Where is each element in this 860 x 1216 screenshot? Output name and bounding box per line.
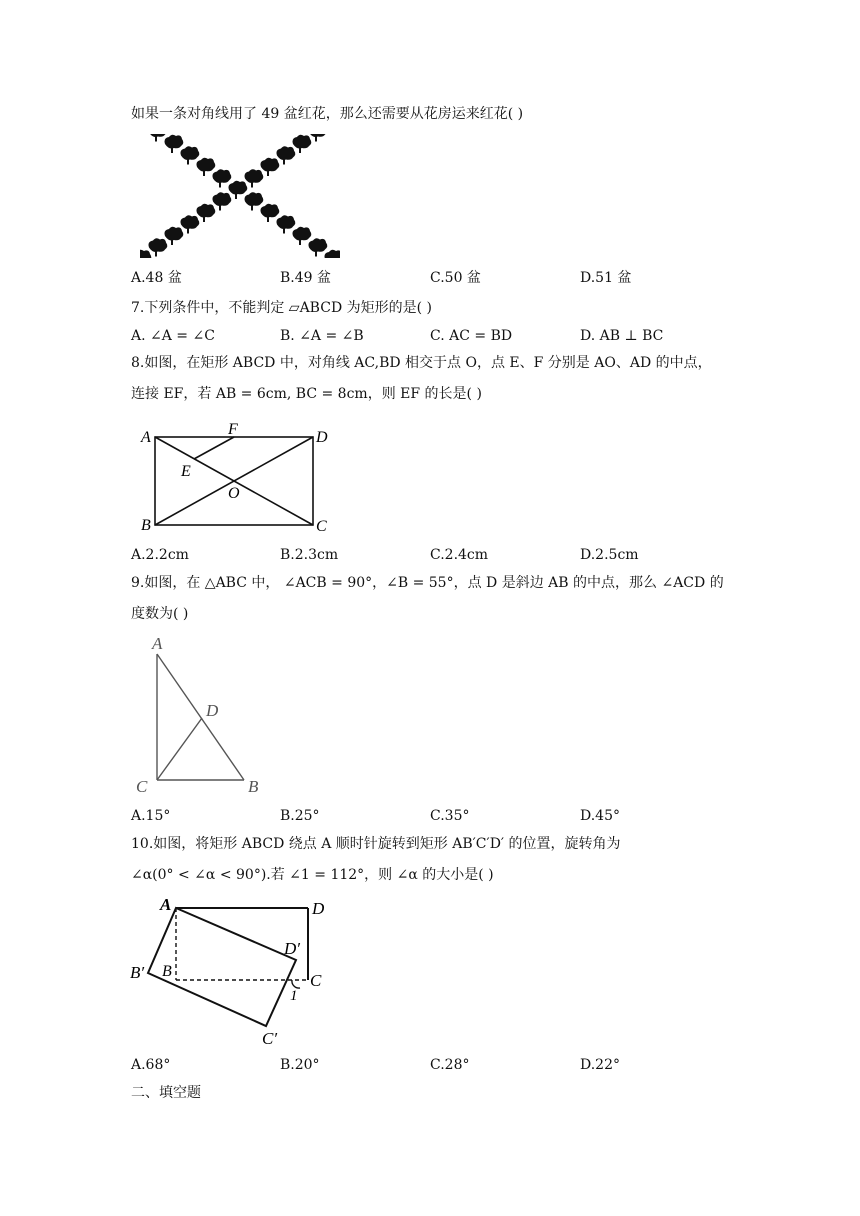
q9-option-c: C.35° xyxy=(430,808,470,824)
flower-pot-icon xyxy=(165,135,184,153)
q9-label-a: A xyxy=(152,634,163,653)
flower-pot-icon xyxy=(277,146,296,164)
q8-label-o: O xyxy=(228,485,240,502)
q10-label-d-prime: D′ xyxy=(284,939,300,958)
q8-label-f: F xyxy=(228,421,238,438)
q10-option-b: B.20° xyxy=(280,1057,320,1073)
q8-option-b: B.2.3cm xyxy=(280,547,339,563)
section-title: 二、填空题 xyxy=(131,1085,201,1101)
flower-pot-icon xyxy=(181,215,200,233)
q10-option-d: D.22° xyxy=(580,1057,620,1073)
flower-pot-icon xyxy=(309,238,328,256)
q6-option-c: C.50 盆 xyxy=(430,270,481,286)
flower-pot-icon xyxy=(197,204,216,222)
flower-pot-icon xyxy=(197,158,216,176)
q10-stem-line1: 10.如图，将矩形 ABCD 绕点 A 顺时针旋转到矩形 AB′C′D′ 的位置，旋转角为 xyxy=(131,836,621,852)
q6-option-a: A.48 盆 xyxy=(131,270,182,286)
q9-option-b: B.25° xyxy=(280,808,320,824)
q10-option-a: A.68° xyxy=(131,1057,171,1073)
flower-pot-icon xyxy=(140,250,151,258)
q10-angle-1-label: 1 xyxy=(290,988,298,1004)
q8-label-b: B xyxy=(141,517,151,534)
q10-option-c: C.28° xyxy=(430,1057,470,1073)
q9-label-d: D xyxy=(206,701,219,720)
flower-pot-icon xyxy=(229,181,248,199)
q9-label-c: C xyxy=(136,777,148,796)
flower-pot-icon xyxy=(149,238,168,256)
rectangle-diagonals-figure xyxy=(136,418,336,538)
flower-pot-icon xyxy=(293,227,312,245)
q8-label-c: C xyxy=(316,518,327,535)
q9-option-a: A.15° xyxy=(131,808,171,824)
q8-option-c: C.2.4cm xyxy=(430,547,489,563)
flower-pot-icon xyxy=(165,227,184,245)
q8-option-a: A.2.2cm xyxy=(131,547,189,563)
flower-pot-icon xyxy=(293,135,312,153)
flower-pot-icon xyxy=(213,169,232,187)
flower-pot-icon xyxy=(149,134,168,142)
q7-option-a: A. ∠A = ∠C xyxy=(131,328,215,344)
q7-option-c: C. AC = BD xyxy=(430,328,513,344)
flower-pot-icon xyxy=(261,204,280,222)
q9-stem-line2: 度数为( ) xyxy=(131,606,189,622)
flower-pot-icon xyxy=(277,215,296,233)
q8-option-d: D.2.5cm xyxy=(580,547,639,563)
q9-label-b: B xyxy=(248,777,259,796)
flower-pot-icon xyxy=(309,134,328,142)
q7-stem: 7.下列条件中，不能判定 ▱ABCD 为矩形的是( ) xyxy=(131,300,432,316)
q6-stem: 如果一条对角线用了 49 盆红花，那么还需要从花房运来红花( ) xyxy=(131,106,524,122)
q6-option-b: B.49 盆 xyxy=(280,270,332,286)
q10-stem-line2: ∠α(0° < ∠α < 90°).若 ∠1 = 112°，则 ∠α 的大小是( ) xyxy=(131,867,494,883)
q8-label-d: D xyxy=(316,429,328,446)
flower-pot-icon xyxy=(245,169,264,187)
rotated-rectangle-figure xyxy=(128,894,348,1052)
q10-label-c-prime: C′ xyxy=(262,1029,278,1048)
q7-option-b: B. ∠A = ∠B xyxy=(280,328,364,344)
q8-stem-line2: 连接 EF，若 AB = 6cm, BC = 8cm，则 EF 的长是( ) xyxy=(131,386,482,402)
right-triangle-figure xyxy=(132,632,272,796)
q6-option-d: D.51 盆 xyxy=(580,270,632,286)
flower-pot-icon xyxy=(181,146,200,164)
q8-label-a: A xyxy=(141,429,151,446)
flower-pot-icon xyxy=(325,250,341,258)
flower-pot-x-figure xyxy=(140,134,340,258)
q7-option-d: D. AB ⊥ BC xyxy=(580,328,664,344)
q10-label-a: A xyxy=(160,895,172,914)
q9-stem-line1: 9.如图，在 △ABC 中， ∠ACB = 90°，∠B = 55°，点 D 是斜边 AB 的中点，那么 ∠ACD 的 xyxy=(131,575,724,591)
flower-pot-icon xyxy=(261,158,280,176)
q9-option-d: D.45° xyxy=(580,808,620,824)
q10-label-b: B xyxy=(162,963,172,980)
q8-label-e: E xyxy=(181,463,191,480)
q10-label-b-prime: B′ xyxy=(130,963,145,982)
flower-pot-icon xyxy=(245,192,264,210)
flower-pot-icon xyxy=(213,192,232,210)
q8-stem-line1: 8.如图，在矩形 ABCD 中，对角线 AC,BD 相交于点 O，点 E、F 分别是 AO、AD 的中点， xyxy=(131,355,712,371)
q10-label-c: C xyxy=(310,971,322,990)
q10-label-d: D xyxy=(312,899,325,918)
